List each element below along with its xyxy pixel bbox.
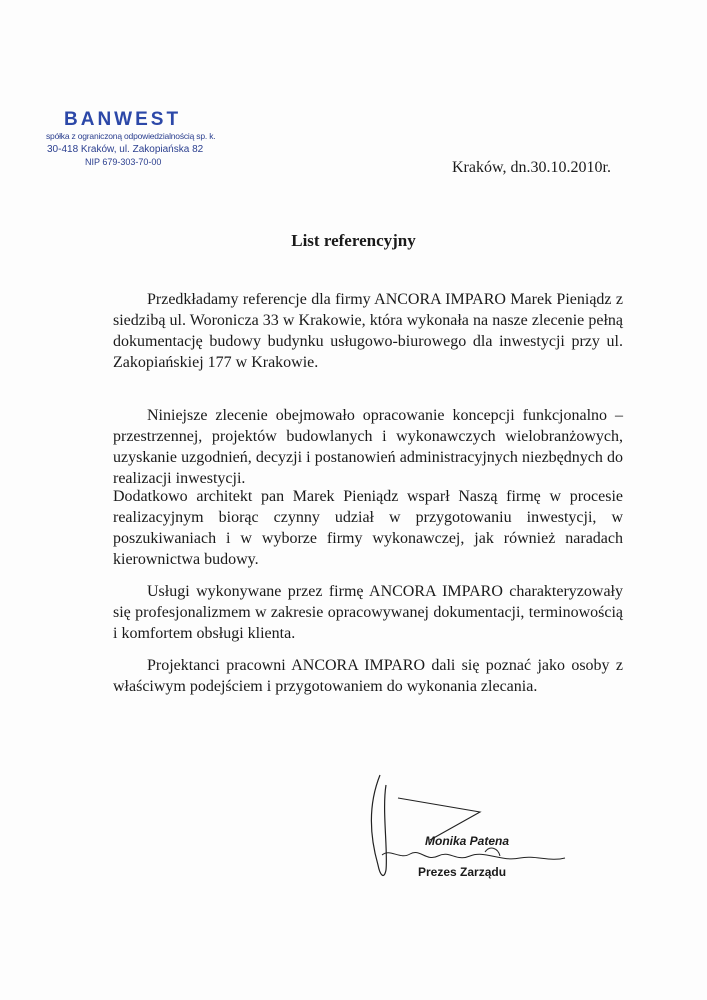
stamp-nip: NIP 679-303-70-00 bbox=[85, 157, 162, 167]
paragraph-4: Projektanci pracowni ANCORA IMPARO dali się poznać jako osoby z właściwym podejściem i przygotowaniem do wykonania zlecania. bbox=[113, 657, 623, 695]
stamp-legal-form: spółka z ograniczoną odpowiedzialnością sp. k. bbox=[46, 131, 216, 141]
letter-title: List referencyjny bbox=[291, 231, 416, 250]
paragraph-1: Przedkładamy referencje dla firmy ANCORA IMPARO Marek Pieniądz z siedzibą ul. Woronicza 33 w Krakowie, która wykonała na nasze zlecenie pełną dokumentację budowy budynku usługowo-biurowego dla inwestycji przy ul. Zakopiańskiej 177 w Krakowie. bbox=[113, 291, 623, 371]
paragraph-2-continuation: Dodatkowo architekt pan Marek Pieniądz wsparł Naszą firmę w procesie realizacyjnym biorąc czynny udział w przygotowaniu inwestycji, w poszukiwaniach i w wyborze firmy wykonawczej, jak również naradach kierownictwa budowy. bbox=[113, 488, 623, 568]
company-stamp bbox=[44, 110, 244, 169]
stamp-address: 30-418 Kraków, ul. Zakopiańska 82 bbox=[47, 144, 204, 155]
signatory-role: Prezes Zarządu bbox=[418, 865, 507, 879]
paragraph-3: Usługi wykonywane przez firmę ANCORA IMPARO charakteryzowały się profesjonalizmem w zakresie opracowywanej dokumentacji, terminowością i komfortem obsługi klienta. bbox=[113, 583, 623, 642]
letter-date: Kraków, dn.30.10.2010r. bbox=[452, 159, 611, 176]
signatory-name: Monika Patena bbox=[425, 834, 510, 848]
stamp-company-name: BANWEST bbox=[64, 109, 182, 130]
paragraph-2: Niniejsze zlecenie obejmowało opracowanie koncepcji funkcjonalno – przestrzennej, projektów budowlanych i wykonawczych wielobranżowych, uzyskanie uzgodnień, decyzji i postanowień administracyjnych niezbędnych do realizacji inwestycji. bbox=[113, 407, 623, 487]
